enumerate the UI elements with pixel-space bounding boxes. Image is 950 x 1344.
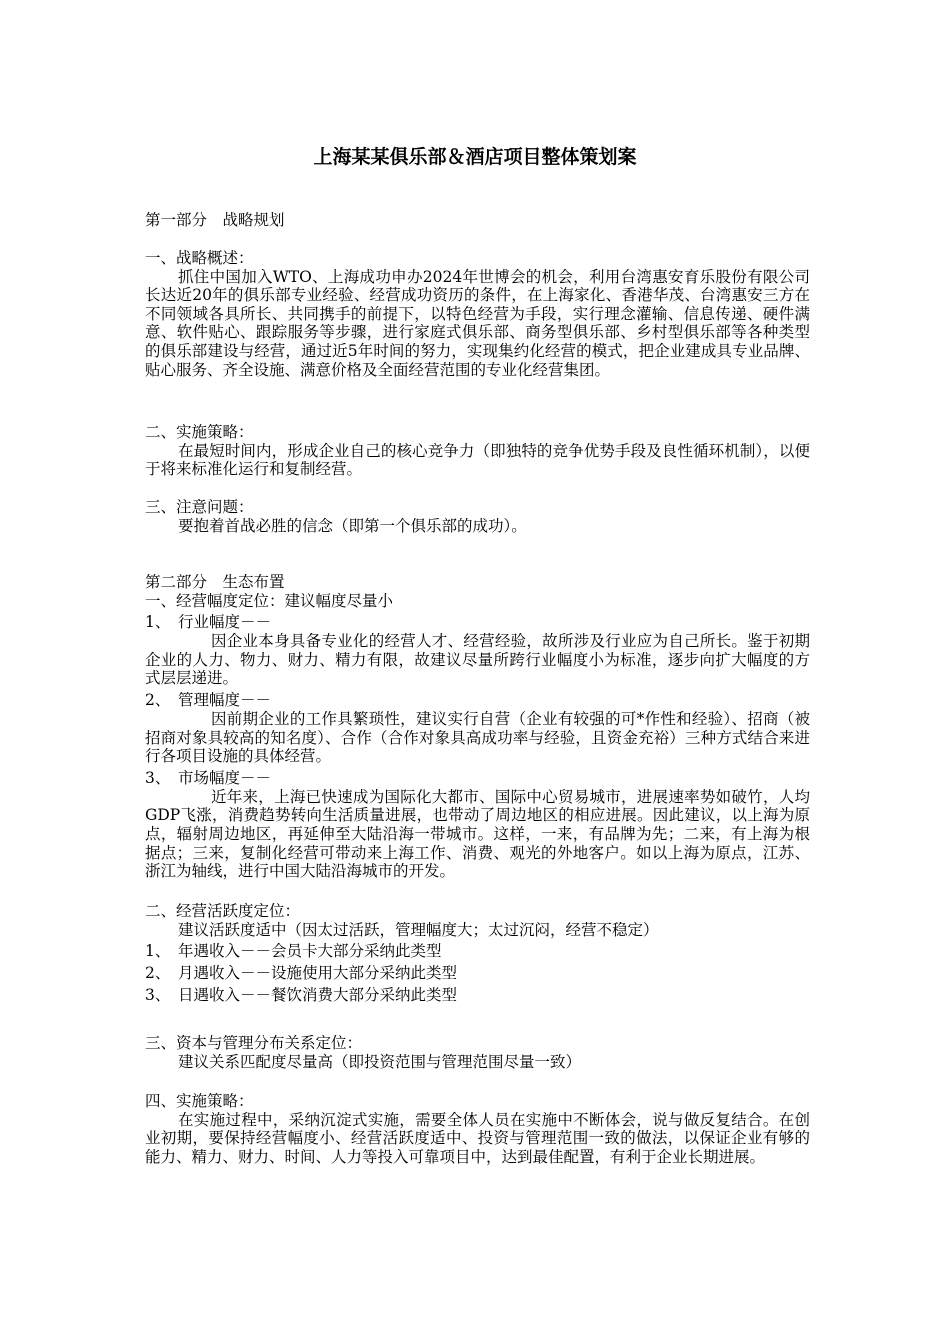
list-item <box>145 610 810 632</box>
section-heading: 三、注意问题： <box>145 498 254 516</box>
list-label: 管理幅度－－ <box>178 690 272 709</box>
part2-section2 <box>145 902 810 1005</box>
document-title: 上海某某俱乐部＆酒店项目整体策划案 <box>313 146 637 168</box>
list-number: 1、 <box>145 613 171 632</box>
list-item <box>145 939 810 961</box>
list-body: 因前期企业的工作具繁琐性，建议实行自营（企业有较强的可*作性和经验）、招商（被招商对象具较高的知名度）、合作（合作对象具高成功率与经验，且资金充裕）三种方式结合来进行各项目设施的具体经营。 <box>145 709 810 766</box>
list-item <box>145 766 810 788</box>
section-heading: 二、实施策略： <box>145 423 254 441</box>
section-heading: 三、资本与管理分布关系定位： <box>145 1034 363 1052</box>
list-number: 2、 <box>145 690 171 709</box>
part2 <box>145 573 810 881</box>
part1-section2 <box>145 423 810 479</box>
part1-section1 <box>145 249 810 379</box>
section-body: 要抱着首战必胜的信念（即第一个俱乐部的成功）。 <box>178 516 527 535</box>
list-item <box>145 983 810 1005</box>
section-body: 建议关系匹配度尽量高（即投资范围与管理范围尽量一致） <box>178 1052 582 1071</box>
list-number: 3、 <box>145 986 171 1005</box>
list-text: 年遇收入－－会员卡大部分采纳此类型 <box>178 942 442 961</box>
part1-heading: 第一部分 战略规划 <box>145 211 285 229</box>
part2-heading: 第二部分 生态布置 <box>145 573 285 591</box>
list-label: 行业幅度－－ <box>178 613 272 632</box>
list-number: 2、 <box>145 964 171 983</box>
section-body: 在实施过程中，采纳沉淀式实施，需要全体人员在实施中不断体会，说与做反复结合。在创业初期，要保持经营幅度小、经营活跃度适中、投资与管理范围一致的做法，以保证企业有够的能力、精力、财力、时间、人力等投入可靠项目中，达到最佳配置，有利于企业长期进展。 <box>145 1110 810 1166</box>
list-number: 1、 <box>145 942 171 961</box>
section-heading: 二、经营活跃度定位： <box>145 902 301 920</box>
section-heading: 四、实施策略： <box>145 1092 254 1110</box>
list-label: 市场幅度－－ <box>178 768 272 787</box>
list-body: 近年来，上海已快速成为国际化大都市、国际中心贸易城市，进展速率势如破竹，人均GDP飞涨，消费趋势转向生活质量进展，也带动了周边地区的相应进展。因此建议，以上海为原点，辐射周边地区，再延伸至大陆沿海一带城市。这样，一来，有品牌为先；二来，有上海为根据点；三来，复制化经营可带动来上海工作、消费、观光的外地客户。如以上海为原点，江苏、浙江为轴线，进行中国大陆沿海城市的开发。 <box>145 787 810 881</box>
part1-section3 <box>145 498 810 535</box>
section-body: 在最短时间内，形成企业自己的核心竞争力（即独特的竞争优势手段及良性循环机制），以便于将来标准化运行和复制经营。 <box>145 441 810 479</box>
list-body: 因企业本身具备专业化的经营人才、经营经验，故所涉及行业应为自己所长。鉴于初期企业的人力、物力、财力、精力有限，故建议尽量所跨行业幅度小为标准，逐步向扩大幅度的方式层层递进。 <box>145 632 810 688</box>
section-body: 抓住中国加入WTO、上海成功申办2024年世博会的机会，利用台湾惠安育乐股份有限公司长达近20年的俱乐部专业经验、经营成功资历的条件，在上海家化、香港华茂、台湾惠安三方在不同领域各具所长、共同携手的前提下，以特色经营为手段，实行理念灌输、信息传递、硬件满意、软件贴心、跟踪服务等步骤，进行家庭式俱乐部、商务型俱乐部、乡村型俱乐部等各种类型的俱乐部建设与经营，通过近5年时间的努力，实现集约化经营的模式，把企业建成具专业品牌、贴心服务、齐全设施、满意价格及全面经营范围的专业化经营集团。 <box>145 267 810 379</box>
section-heading: 一、战略概述： <box>145 249 254 267</box>
section-heading: 一、经营幅度定位：建议幅度尽量小 <box>145 591 394 610</box>
list-item <box>145 688 810 710</box>
list-number: 3、 <box>145 768 171 787</box>
section-intro: 建议活跃度适中（因太过活跃，管理幅度大；太过沉闷，经营不稳定） <box>178 920 659 939</box>
part2-section4 <box>145 1092 810 1166</box>
list-text: 日遇收入－－餐饮消费大部分采纳此类型 <box>178 986 458 1005</box>
list-item <box>145 961 810 983</box>
list-text: 月遇收入－－设施使用大部分采纳此类型 <box>178 964 458 983</box>
part2-section3 <box>145 1034 810 1071</box>
